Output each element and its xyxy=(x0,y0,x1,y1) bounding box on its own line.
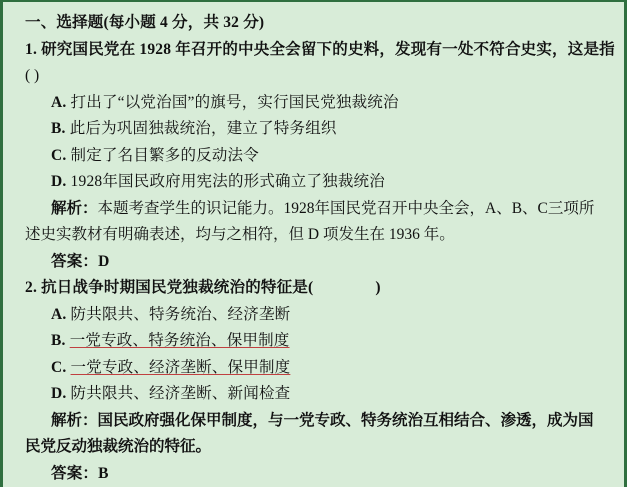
question-2-number: 2. xyxy=(25,279,38,296)
question-2-option-d[interactable] xyxy=(25,381,608,408)
question-2-option-a[interactable] xyxy=(25,302,608,329)
option-label: C. xyxy=(51,146,67,164)
question-1-option-a[interactable] xyxy=(25,90,608,117)
question-2-answer xyxy=(25,461,608,487)
option-text: 防共限共、特务统治、经济垄断 xyxy=(70,305,291,323)
answer-label: 答案： xyxy=(51,464,99,482)
question-2-option-c[interactable] xyxy=(25,355,608,382)
section-heading: 一、选择题(每小题 4 分，共 32 分) xyxy=(25,14,265,31)
option-text: 1928年国民政府用宪法的形式确立了独裁统治 xyxy=(70,173,385,190)
solution-label: 解析： xyxy=(51,199,98,217)
question-1-option-d[interactable] xyxy=(25,169,608,196)
option-label: C. xyxy=(51,358,67,376)
answer-value: D xyxy=(98,252,110,270)
option-text: 打出了“以党治国”的旗号，实行国民党独裁统治 xyxy=(70,93,399,111)
question-2-stem-tail: ) xyxy=(375,279,381,296)
solution-text: 国民政府强化保甲制度，与一党专政、特务统治互相结合、渗透，成为国民党反动独裁统治的特征。 xyxy=(25,411,594,455)
option-text: 一党专政、经济垄断、保甲制度 xyxy=(70,358,291,376)
question-2-stem: 抗日战争时期国民党独裁统治的特征是( xyxy=(41,279,314,296)
option-label: B. xyxy=(51,120,66,137)
option-label: B. xyxy=(51,332,66,349)
question-1-answer-blank[interactable]: ( ) xyxy=(25,67,40,84)
question-1-option-b[interactable] xyxy=(25,116,608,143)
question-1-solution xyxy=(25,196,608,249)
question-1-stem-line xyxy=(25,37,615,64)
question-2-stem-line xyxy=(25,275,608,302)
answer-label: 答案： xyxy=(51,252,99,270)
question-1-answer xyxy=(25,249,608,276)
option-label: A. xyxy=(51,93,67,111)
option-text: 一党专政、特务统治、保甲制度 xyxy=(69,332,290,349)
solution-label: 解析： xyxy=(51,411,98,429)
answer-value: B xyxy=(98,464,109,482)
question-2-solution xyxy=(25,408,608,461)
option-text: 防共限共、经济垄断、新闻检查 xyxy=(70,385,291,402)
option-label: D. xyxy=(51,173,67,190)
option-label: A. xyxy=(51,305,67,323)
option-text: 制定了名目繁多的反动法令 xyxy=(70,146,259,164)
question-1-option-c[interactable] xyxy=(25,143,608,170)
solution-text: 本题考查学生的识记能力。1928年国民党召开中央全会，A、B、C三项所述史实教材有明确表述，均与之相符，但 D 项发生在 1936 年。 xyxy=(25,199,595,243)
option-text: 此后为巩固独裁统治，建立了特务组织 xyxy=(69,120,337,137)
question-2-option-b[interactable] xyxy=(25,328,608,355)
question-1-stem: 研究国民党在 1928 年召开的中央全会留下的史料，发现有一处不符合史实，这是指 xyxy=(41,40,615,58)
option-label: D. xyxy=(51,385,67,402)
question-1-number: 1. xyxy=(25,40,38,58)
